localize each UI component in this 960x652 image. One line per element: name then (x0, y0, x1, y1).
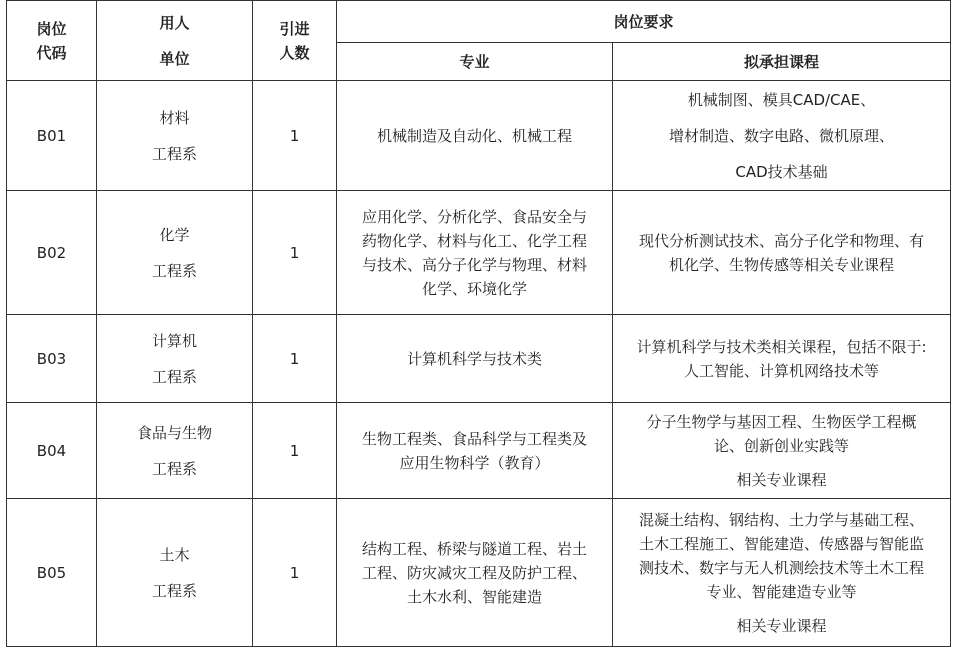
headcount: 1 (253, 81, 337, 191)
major-cell (337, 191, 613, 315)
header-count-line2: 人数 (279, 43, 310, 62)
course-line: 现代分析测试技术、高分子化学和物理、有 (638, 231, 924, 250)
unit-line: 工程系 (151, 261, 197, 280)
course-line: 土木工程施工、智能建造、传感器与智能监 (638, 534, 924, 553)
header-courses: 拟承担课程 (613, 43, 951, 81)
employer-unit (97, 315, 253, 403)
courses-cell (613, 81, 951, 191)
table-row (7, 315, 951, 403)
unit-line: 化学 (159, 225, 190, 244)
header-requirements: 岗位要求 (337, 1, 951, 43)
major-line: 与技术、高分子化学与物理、材料 (361, 255, 587, 274)
unit-line: 材料 (159, 108, 190, 127)
header-headcount (253, 1, 337, 81)
header-unit-line2: 单位 (159, 49, 190, 68)
course-line: 计算机科学与技术类相关课程，包括不限于: (636, 337, 927, 356)
header-post-code-line1: 岗位 (36, 19, 67, 38)
headcount: 1 (253, 499, 337, 647)
unit-line: 工程系 (151, 459, 197, 478)
courses-cell (613, 499, 951, 647)
headcount: 1 (253, 191, 337, 315)
post-code: B05 (7, 499, 97, 647)
course-line: 增材制造、数字电路、微机原理、 (668, 126, 894, 145)
major-line: 应用化学、分析化学、食品安全与 (361, 207, 587, 226)
recruitment-table-container (6, 0, 951, 647)
course-line: 混凝土结构、钢结构、土力学与基础工程、 (638, 510, 924, 529)
post-code: B01 (7, 81, 97, 191)
major-line: 工程、防灾减灾工程及防护工程、 (361, 563, 587, 582)
headcount: 1 (253, 315, 337, 403)
employer-unit (97, 81, 253, 191)
headcount: 1 (253, 403, 337, 499)
unit-line: 土木 (159, 545, 190, 564)
course-line: 专业、智能建造专业等 (706, 582, 857, 601)
recruitment-table (6, 0, 951, 647)
header-post-code-line2: 代码 (36, 43, 67, 62)
courses-cell (613, 191, 951, 315)
course-line: 人工智能、计算机网络技术等 (683, 361, 879, 380)
major-line: 生物工程类、食品科学与工程类及 (361, 429, 587, 448)
major-line: 机械制造及自动化、机械工程 (376, 126, 572, 145)
unit-line: 工程系 (151, 144, 197, 163)
header-count-line1: 引进 (279, 19, 310, 38)
table-row (7, 81, 951, 191)
major-cell (337, 499, 613, 647)
table-row (7, 191, 951, 315)
course-line: 测技术、数字与无人机测绘技术等土木工程 (638, 558, 924, 577)
major-cell (337, 315, 613, 403)
header-major: 专业 (337, 43, 613, 81)
course-line: 论、创新创业实践等 (713, 436, 849, 455)
post-code: B03 (7, 315, 97, 403)
unit-line: 食品与生物 (136, 423, 212, 442)
header-unit-line1: 用人 (159, 13, 190, 32)
table-row (7, 499, 951, 647)
header-post-code (7, 1, 97, 81)
header-employer-unit (97, 1, 253, 81)
major-line: 化学、环境化学 (421, 279, 527, 298)
employer-unit (97, 403, 253, 499)
unit-line: 工程系 (151, 367, 197, 386)
course-line: 机械制图、模具CAD/CAE、 (687, 90, 876, 109)
course-line: CAD技术基础 (735, 162, 828, 181)
course-line: 分子生物学与基因工程、生物医学工程概 (646, 412, 917, 431)
employer-unit (97, 191, 253, 315)
course-line: 相关专业课程 (736, 616, 827, 635)
major-line: 计算机科学与技术类 (406, 349, 542, 368)
course-line: 机化学、生物传感等相关专业课程 (668, 255, 894, 274)
courses-cell (613, 315, 951, 403)
major-line: 土木水利、智能建造 (406, 587, 542, 606)
major-line: 应用生物科学（教育） (399, 453, 550, 472)
major-cell (337, 403, 613, 499)
unit-line: 计算机 (151, 331, 197, 350)
header-row-top (7, 1, 951, 43)
major-line: 药物化学、材料与化工、化学工程 (361, 231, 587, 250)
major-cell (337, 81, 613, 191)
table-row (7, 403, 951, 499)
unit-line: 工程系 (151, 581, 197, 600)
major-line: 结构工程、桥梁与隧道工程、岩土 (361, 539, 587, 558)
post-code: B04 (7, 403, 97, 499)
course-line: 相关专业课程 (736, 470, 827, 489)
courses-cell (613, 403, 951, 499)
employer-unit (97, 499, 253, 647)
post-code: B02 (7, 191, 97, 315)
